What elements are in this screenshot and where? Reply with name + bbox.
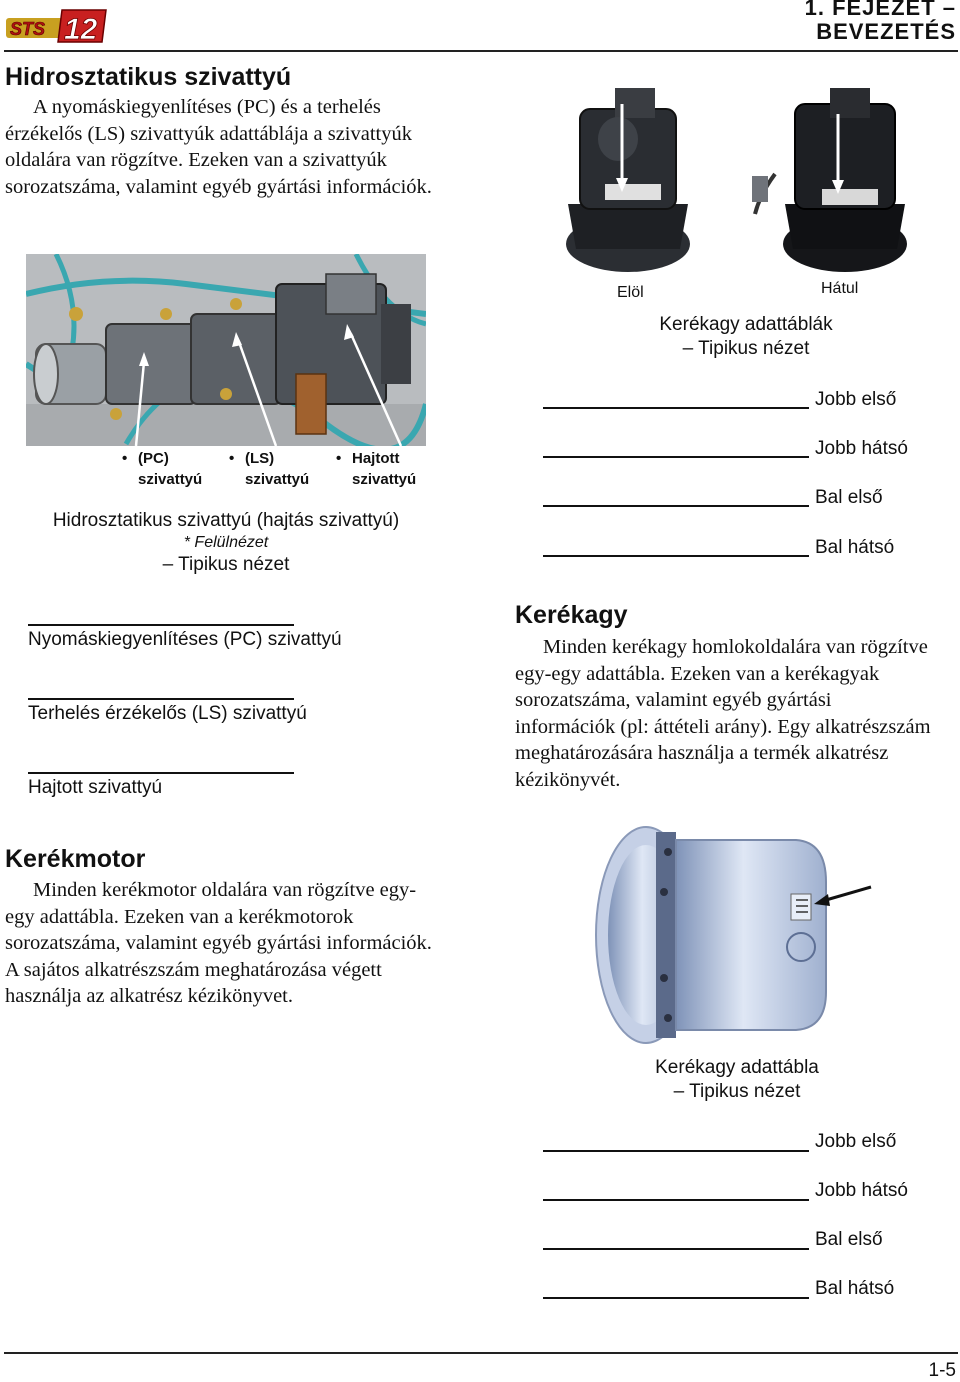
pump-fill-label-pc: Nyomáskiegyenlítéses (PC) szivattyú	[28, 629, 342, 650]
hub-plate-caption-main: Kerékagy adattábla	[655, 1057, 819, 1078]
hub-plates-label-lf: Bal első	[815, 487, 883, 508]
svg-text:STS: STS	[10, 19, 46, 39]
hub-plates-caption	[596, 313, 896, 361]
hub-plate-line-lr	[543, 1297, 809, 1299]
pump-section-title: Hidrosztatikus szivattyú	[5, 63, 292, 91]
page-number: 1-5	[928, 1360, 956, 1381]
pump-caption-note: * Felülnézet	[183, 534, 269, 551]
chapter-number: 1. FEJEZET –	[804, 0, 956, 20]
hub-plates-label-lr: Bal hátsó	[815, 537, 895, 558]
hub-plate-line-rr	[543, 1199, 809, 1201]
hub-plates-line-rf	[543, 407, 809, 409]
callout-pc-pump: • (PC) szivattyú	[122, 450, 203, 488]
hub-plates-line-rr	[543, 456, 809, 458]
hub-plate-label-lf: Bal első	[815, 1229, 883, 1250]
hub-label-front: Elöl	[617, 284, 644, 301]
pump-section-text: A nyomáskiegyenlítéses (PC) és a terhelés érzékelős (LS) szivattyúk adattáblája a szivattyúk oldalára van rögzítve. Ezeken van a szivattyúk sorozatszáma, valamint egyéb gyártási információk.	[5, 96, 432, 198]
hub-section-title: Kerékagy	[515, 601, 628, 629]
hub-plate-caption	[587, 1056, 887, 1104]
hub-label-rear: Hátul	[821, 280, 859, 297]
footer-rule	[4, 1352, 958, 1354]
chapter-heading	[805, 0, 956, 44]
svg-text:12: 12	[64, 13, 98, 46]
pump-fill-line-pc	[28, 624, 294, 626]
hub-plates-caption-sub: – Tipikus nézet	[682, 338, 810, 359]
wheel-hub-photos	[560, 84, 920, 274]
hub-section-text: Minden kerékagy homlokoldalára van rögzítve egy-egy adattábla. Ezeken van a kerékagyak sorozatszáma, valamint egyéb gyártási információk (pl: áttételi arány). Egy alkatrészszám meghatározására használja a termék alkatrész kézikönyvét.	[515, 636, 931, 791]
wheel-motor-photo	[586, 822, 886, 1048]
callout-ls-pump: • (LS) szivattyú	[229, 450, 310, 488]
pump-fill-label-driven: Hajtott szivattyú	[28, 777, 163, 798]
hub-plate-label-rr: Jobb hátsó	[815, 1180, 908, 1201]
chapter-title: BEVEZETÉS	[816, 19, 956, 44]
hub-plate-label-rf: Jobb első	[815, 1131, 897, 1152]
hub-plate-line-lf	[543, 1248, 809, 1250]
hub-plate-label-lr: Bal hátsó	[815, 1278, 895, 1299]
hub-plate-caption-sub: – Tipikus nézet	[673, 1081, 801, 1102]
pump-fill-line-ls	[28, 698, 294, 700]
hub-plate-line-rf	[543, 1150, 809, 1152]
pump-caption	[26, 509, 426, 577]
callout-driven-pump: • Hajtott szivattyú	[336, 450, 417, 488]
motor-section-title: Kerékmotor	[5, 845, 146, 873]
motor-section-text: Minden kerékmotor oldalára van rögzítve egy-egy adattábla. Ezeken van a kerékmotorok sorozatszáma, valamint egyéb gyártási információk. A sajátos alkatrészszám meghatározása végett használja az alkatrész kézikönyvet.	[5, 879, 432, 1007]
sts12-logo	[6, 6, 110, 46]
pump-caption-main: Hidrosztatikus szivattyú (hajtás szivattyú)	[52, 510, 400, 531]
pump-caption-sub: – Tipikus nézet	[162, 554, 290, 575]
pump-fill-label-ls: Terhelés érzékelős (LS) szivattyú	[28, 703, 307, 724]
pump-fill-line-driven	[28, 772, 294, 774]
hub-plates-label-rr: Jobb hátsó	[815, 438, 908, 459]
hub-plates-label-rf: Jobb első	[815, 389, 897, 410]
header-rule	[4, 50, 958, 52]
hydrostatic-pump-image	[26, 254, 426, 446]
hub-plates-line-lf	[543, 505, 809, 507]
hub-plates-caption-main: Kerékagy adattáblák	[659, 314, 833, 335]
hub-plates-line-lr	[543, 555, 809, 557]
